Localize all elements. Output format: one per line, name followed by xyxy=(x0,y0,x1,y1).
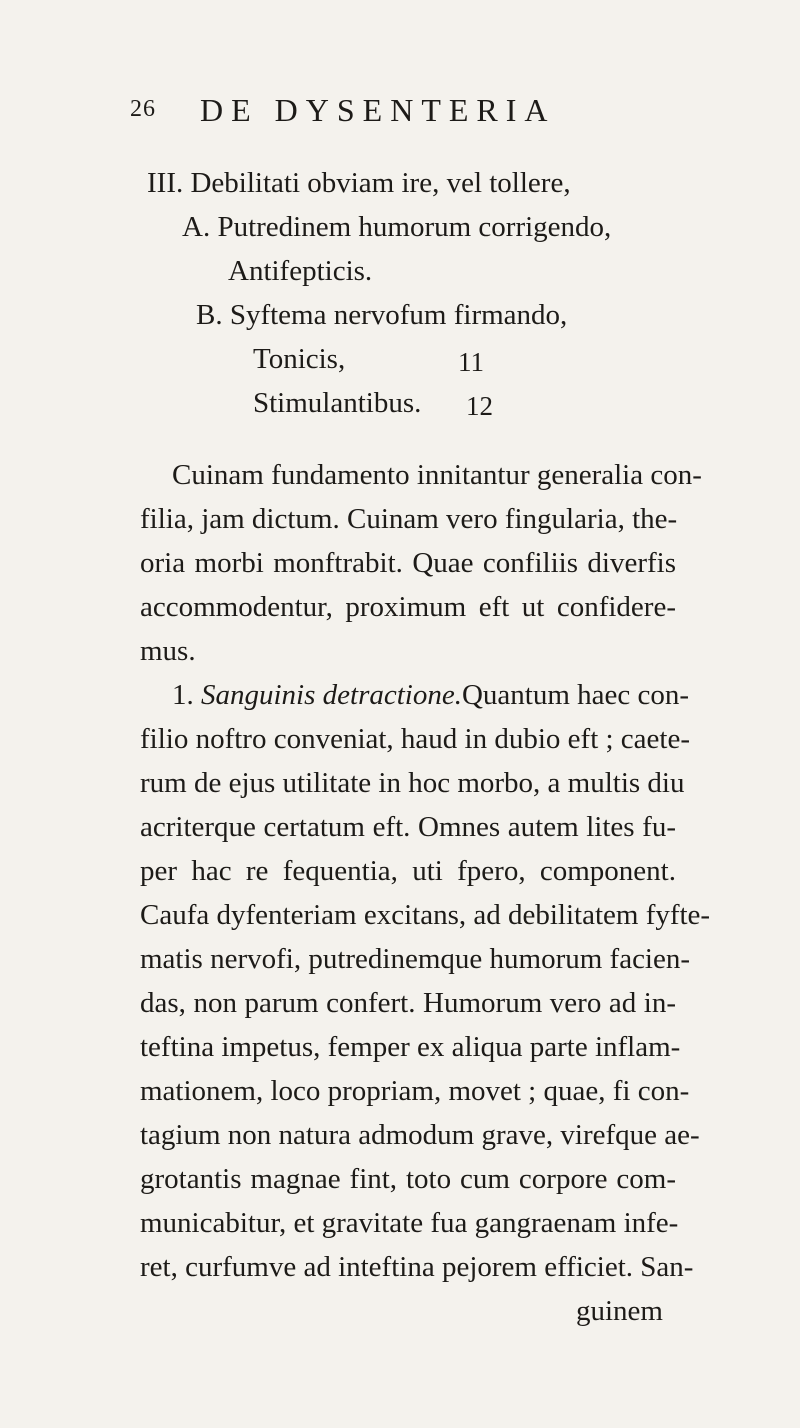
paragraph2-line: teftina impetus, femper ex aliqua parte inflam- xyxy=(140,1031,681,1063)
paragraph2-line: acriterque certatum eft. Omnes autem lites fu- xyxy=(140,811,676,843)
paragraph2-first-line xyxy=(172,679,690,711)
outline-item-b-stimulantibus: Stimulantibus. xyxy=(253,387,422,419)
paragraph2-line: das, non parum confert. Humorum vero ad in- xyxy=(140,987,676,1019)
outline-item-b-stimulantibus-number: 12 xyxy=(466,391,493,421)
page-header xyxy=(130,92,650,132)
outline-heading: III. Debilitati obviam ire, vel tollere, xyxy=(147,167,571,199)
paragraph2-line: mationem, loco propriam, movet ; quae, fi con- xyxy=(140,1075,690,1107)
paragraph2-first-line-rest: Quantum haec con- xyxy=(461,679,690,711)
paragraph2-line: tagium non natura admodum grave, virefque ae- xyxy=(140,1119,700,1151)
running-title: DE DYSENTERIA xyxy=(200,92,556,128)
paragraph2-number: 1. xyxy=(172,679,194,711)
paragraph2-line: ret, curfumve ad inteftina pejorem efficiet. San- xyxy=(140,1251,694,1283)
page-number: 26 xyxy=(130,96,156,122)
outline-item-b-tonicis: Tonicis, xyxy=(253,343,346,375)
paragraph2-line: grotantis magnae fint, toto cum corpore com- xyxy=(140,1163,676,1195)
paragraph2-line: per hac re fequentia, uti fpero, component. xyxy=(140,855,676,887)
catchword: guinem xyxy=(576,1295,663,1327)
paragraph2-italic-title: Sanguinis detractione. xyxy=(201,679,462,711)
paragraph2-line: municabitur, et gravitate fua gangraenam infe- xyxy=(140,1207,679,1239)
paragraph1-line-1: Cuinam fundamento innitantur generalia con- xyxy=(172,459,702,491)
paragraph2-line: Caufa dyfenteriam excitans, ad debilitatem fyfte- xyxy=(140,899,711,931)
paragraph1-line-5: mus. xyxy=(140,635,196,667)
outline-item-a-sub: Antifepticis. xyxy=(228,255,373,287)
paragraph1-line-4: accommodentur, proximum eft ut confidere- xyxy=(140,591,676,623)
paragraph1-line-2: filia, jam dictum. Cuinam vero fingularia, the- xyxy=(140,503,678,535)
paragraph1-line-3: oria morbi monftrabit. Quae confiliis diverfis xyxy=(140,547,676,579)
outline-item-b-tonicis-number: 11 xyxy=(458,347,484,377)
paragraph2-line: matis nervofi, putredinemque humorum facien- xyxy=(140,943,691,975)
paragraph2-line: filio noftro conveniat, haud in dubio eft ; caete- xyxy=(140,723,691,755)
outline-item-b: B. Syftema nervofum firmando, xyxy=(196,299,568,331)
outline-item-a: A. Putredinem humorum corrigendo, xyxy=(182,211,612,243)
paragraph2-line: rum de ejus utilitate in hoc morbo, a multis diu xyxy=(140,767,685,799)
